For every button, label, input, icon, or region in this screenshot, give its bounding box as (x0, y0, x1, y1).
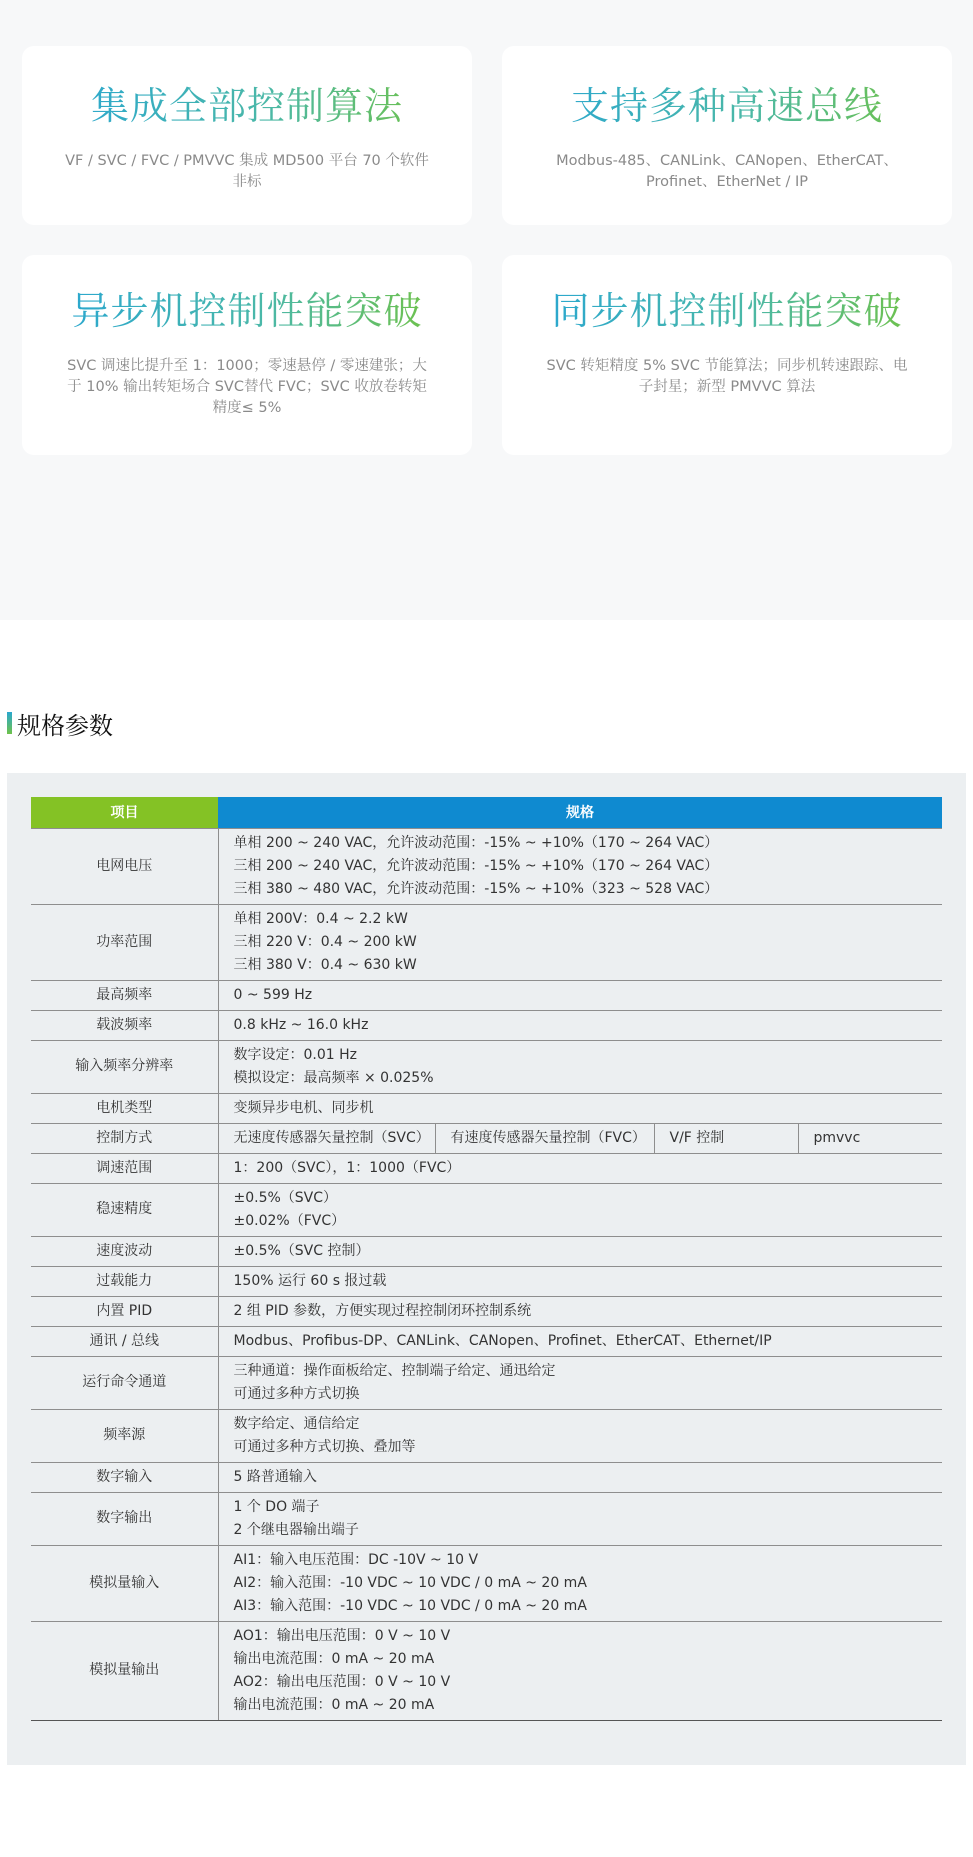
row-label: 调速范围 (31, 1153, 218, 1183)
table-row (31, 1356, 942, 1409)
header-spec: 规格 (218, 797, 942, 828)
row-value-line: 数字设定：0.01 Hz (233, 1046, 357, 1063)
row-label: 功率范围 (31, 904, 218, 980)
row-value-line: AI1：输入电压范围：DC -10V ~ 10 V (233, 1551, 479, 1568)
row-label: 模拟量输出 (31, 1621, 218, 1720)
row-value-line: 5 路普通输入 (233, 1468, 317, 1485)
row-value-line: AI3：输入范围：-10 VDC ~ 10 VDC / 0 mA ~ 20 mA (233, 1597, 587, 1614)
row-value-line: 可通过多种方式切换、叠加等 (233, 1438, 416, 1455)
header-item: 项目 (31, 797, 218, 828)
table-row (31, 1296, 942, 1326)
table-row (31, 1123, 942, 1153)
spec-table-body (31, 828, 942, 1720)
row-value-line: 模拟设定：最高频率 × 0.025% (233, 1069, 434, 1086)
table-row (31, 1266, 942, 1296)
row-value (218, 1183, 942, 1236)
feature-card-algorithms (22, 46, 472, 225)
row-value (218, 1236, 942, 1266)
row-value-line: 1：200（SVC），1：1000（FVC） (233, 1159, 461, 1176)
row-value-cell: 有速度传感器矢量控制（FVC） (435, 1123, 654, 1153)
row-label: 运行命令通道 (31, 1356, 218, 1409)
row-value (218, 1492, 942, 1545)
row-label: 频率源 (31, 1409, 218, 1462)
row-value (218, 904, 942, 980)
row-value-line: AI2：输入范围：-10 VDC ~ 10 VDC / 0 mA ~ 20 mA (233, 1574, 587, 1591)
row-label: 模拟量输入 (31, 1545, 218, 1621)
row-value (218, 1621, 942, 1720)
row-value (218, 1010, 942, 1040)
row-value-line: AO2：输出电压范围：0 V ~ 10 V (233, 1673, 451, 1690)
row-value (218, 828, 942, 904)
feature-title: 集成全部控制算法 (60, 83, 434, 129)
row-value (218, 1040, 942, 1093)
feature-title: 同步机控制性能突破 (540, 288, 914, 334)
features-section (0, 0, 973, 620)
row-value-cell: V/F 控制 (654, 1123, 798, 1153)
row-value-cell: 无速度传感器矢量控制（SVC） (218, 1123, 435, 1153)
row-value (218, 1093, 942, 1123)
feature-desc: VF / SVC / FVC / PMVVC 集成 MD500 平台 70 个软件非标 (65, 153, 429, 190)
row-label: 输入频率分辨率 (31, 1040, 218, 1093)
row-label: 内置 PID (31, 1296, 218, 1326)
row-value-line: 0.8 kHz ~ 16.0 kHz (233, 1016, 369, 1033)
row-value-line: 三相 200 ~ 240 VAC，允许波动范围：-15% ~ +10%（170 ~ 264 VAC） (233, 857, 719, 874)
row-value-line: 150% 运行 60 s 报过载 (233, 1272, 387, 1289)
row-value-line: ±0.5%（SVC） (233, 1189, 338, 1206)
row-label: 稳速精度 (31, 1183, 218, 1236)
feature-title: 异步机控制性能突破 (60, 288, 434, 334)
row-value-line: 2 个继电器输出端子 (233, 1521, 359, 1538)
row-value-line: 三种通道：操作面板给定、控制端子给定、通迅给定 (233, 1362, 556, 1379)
row-value (218, 1266, 942, 1296)
row-label: 数字输入 (31, 1462, 218, 1492)
table-row (31, 904, 942, 980)
row-value-line: ±0.02%（FVC） (233, 1212, 346, 1229)
row-value-line: 数字给定、通信给定 (233, 1415, 360, 1432)
table-row (31, 1545, 942, 1621)
row-label: 数字输出 (31, 1492, 218, 1545)
feature-desc: Modbus-485、CANLink、CANopen、EtherCAT、Profinet、EtherNet / IP (556, 153, 898, 190)
row-value (218, 1326, 942, 1356)
row-value-line: 0 ~ 599 Hz (233, 986, 313, 1003)
row-label: 载波频率 (31, 1010, 218, 1040)
row-value (218, 1153, 942, 1183)
row-value-line: ±0.5%（SVC 控制） (233, 1242, 370, 1259)
row-value (218, 1409, 942, 1462)
feature-card-bus (502, 46, 952, 225)
row-value-cell: pmvvc (798, 1123, 942, 1153)
table-row (31, 1462, 942, 1492)
row-value-line: 单相 200 ~ 240 VAC，允许波动范围：-15% ~ +10%（170 ~ 264 VAC） (233, 834, 719, 851)
table-header-row (31, 797, 942, 828)
feature-card-sync-motor (502, 255, 952, 455)
row-value-line: 2 组 PID 参数，方便实现过程控制闭环控制系统 (233, 1302, 532, 1319)
row-value-line: 三相 220 V：0.4 ~ 200 kW (233, 933, 417, 950)
table-row (31, 1236, 942, 1266)
table-row (31, 1183, 942, 1236)
row-value-line: 1 个 DO 端子 (233, 1498, 320, 1515)
table-row (31, 1409, 942, 1462)
feature-card-async-motor (22, 255, 472, 455)
row-value-line: 可通过多种方式切换 (233, 1385, 360, 1402)
section-accent-bar (7, 712, 12, 734)
spec-section-heading (7, 709, 113, 740)
spec-table-panel (7, 773, 966, 1765)
table-row (31, 980, 942, 1010)
row-value (218, 1545, 942, 1621)
row-value (218, 1356, 942, 1409)
row-value-line: 变频异步电机、同步机 (233, 1099, 374, 1116)
row-value-line: 三相 380 V：0.4 ~ 630 kW (233, 956, 417, 973)
row-label: 控制方式 (31, 1123, 218, 1153)
row-value (218, 1462, 942, 1492)
row-label: 通讯 / 总线 (31, 1326, 218, 1356)
row-value-line: AO1：输出电压范围：0 V ~ 10 V (233, 1627, 451, 1644)
row-value-line: 输出电流范围：0 mA ~ 20 mA (233, 1696, 435, 1713)
row-label: 电网电压 (31, 828, 218, 904)
table-row (31, 828, 942, 904)
row-value (218, 980, 942, 1010)
row-value (218, 1296, 942, 1326)
row-label: 最高频率 (31, 980, 218, 1010)
section-title: 规格参数 (17, 711, 113, 740)
row-label: 过载能力 (31, 1266, 218, 1296)
row-label: 速度波动 (31, 1236, 218, 1266)
row-value-line: 输出电流范围：0 mA ~ 20 mA (233, 1650, 435, 1667)
table-row (31, 1326, 942, 1356)
table-row (31, 1153, 942, 1183)
feature-title: 支持多种高速总线 (540, 83, 914, 129)
spec-table (31, 797, 942, 1721)
feature-desc: SVC 调速比提升至 1：1000；零速悬停 / 零速建张；大于 10% 输出转矩场合 SVC替代 FVC；SVC 收放卷转矩精度≤ 5% (67, 358, 427, 416)
table-row (31, 1010, 942, 1040)
row-label: 电机类型 (31, 1093, 218, 1123)
feature-desc: SVC 转矩精度 5% SVC 节能算法；同步机转速跟踪、电子封星；新型 PMVVC 算法 (546, 358, 908, 395)
row-value-line: 单相 200V：0.4 ~ 2.2 kW (233, 910, 408, 927)
row-value-line: Modbus、Profibus-DP、CANLink、CANopen、Profinet、EtherCAT、Ethernet/IP (233, 1332, 772, 1349)
row-value-line: 三相 380 ~ 480 VAC，允许波动范围：-15% ~ +10%（323 ~ 528 VAC） (233, 880, 719, 897)
table-row (31, 1093, 942, 1123)
table-row (31, 1040, 942, 1093)
table-row (31, 1492, 942, 1545)
table-row (31, 1621, 942, 1720)
